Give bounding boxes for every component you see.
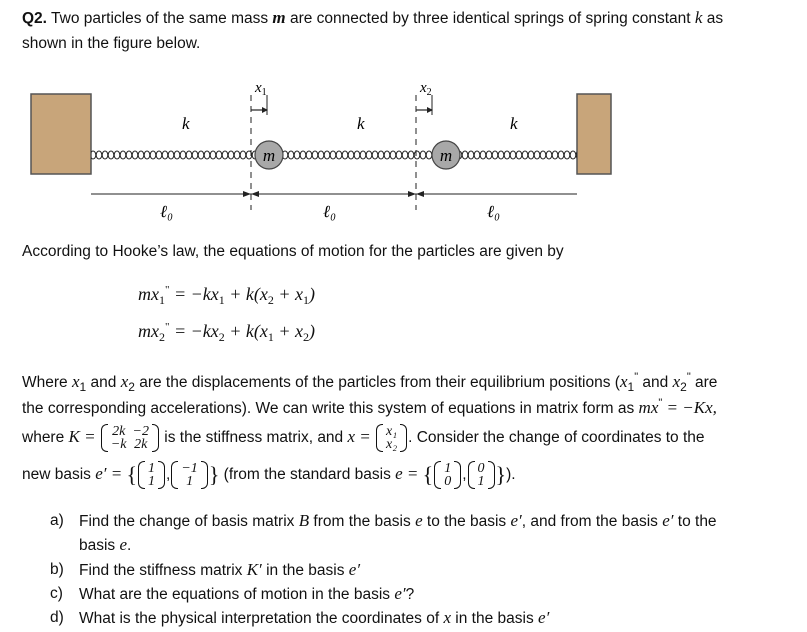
left-wall — [31, 94, 91, 174]
stiffness-line: where K = 2k −2 −k 2k is the stiffness matrix, and x = x₁ x₂ . Consider the change of coordinates to the — [22, 423, 705, 452]
spring-1 — [91, 150, 255, 160]
intro-text-3: as — [702, 10, 724, 27]
spring-1-label: k — [182, 114, 190, 133]
spring-3-label: k — [510, 114, 518, 133]
basis-line: new basis e′ = { 1 1 , −1 1 } (from the standard basis e = { 1 0 , 0 1 }). — [22, 460, 516, 489]
x1-label: $x_1$ — [255, 80, 267, 98]
where-line-2: the corresponding accelerations). We can write this system of equations in matrix form as mx" = −Kx, — [22, 397, 717, 417]
length-label-1: ℓ₀ — [160, 202, 173, 221]
equation-1: $mx_1^" = -kx_1 + k(x_2 + x_1)$ — [138, 284, 316, 307]
hooke-text: According to Hooke’s law, the equations of motion for the particles are given by — [22, 243, 564, 260]
equation-2: $mx_2^" = -kx_2 + k(x_1 + x_2)$ — [138, 321, 316, 344]
length-2-arrowhead-right — [408, 191, 416, 197]
length-2-arrowhead-left — [251, 191, 259, 197]
length-label-3: ℓ₀ — [487, 202, 500, 221]
k-symbol: k — [694, 8, 703, 27]
x2-label: $x_2$ — [420, 80, 432, 98]
mass-2-label: m — [439, 146, 453, 165]
intro-text-2: are connected by three identical springs of spring constant — [285, 10, 695, 27]
std-basis-v1: 1 0 — [434, 462, 461, 488]
question-line-1 — [22, 8, 723, 29]
std-basis-v2: 0 1 — [468, 462, 495, 488]
new-basis-v1: 1 1 — [138, 462, 165, 488]
x-vector: x₁ x₂ — [376, 425, 407, 451]
length-label-2: ℓ₀ — [323, 202, 336, 221]
spring-mass-figure — [0, 70, 807, 310]
spring-2-label: k — [357, 114, 365, 133]
intro-text: Two particles of the same mass — [51, 10, 273, 27]
length-1-arrowhead — [243, 191, 251, 197]
new-basis-v2: −1 1 — [171, 462, 207, 488]
spring-2 — [283, 150, 432, 160]
stiffness-matrix: 2k −2 −k 2k — [101, 425, 159, 451]
where-line-1: Where $x_1$ and $x_2$ are the displacements of the particles from their equilibrium positions ($x_1^"$ and $x_2^"$ are — [22, 371, 718, 394]
right-wall — [577, 94, 611, 174]
mass-symbol: m — [272, 8, 286, 27]
length-3-arrowhead — [416, 191, 424, 197]
mass-1-label: m — [262, 146, 276, 165]
question-line-2: shown in the figure below. — [22, 35, 201, 52]
spring-3 — [460, 150, 577, 160]
question-label: Q2. — [22, 10, 47, 27]
